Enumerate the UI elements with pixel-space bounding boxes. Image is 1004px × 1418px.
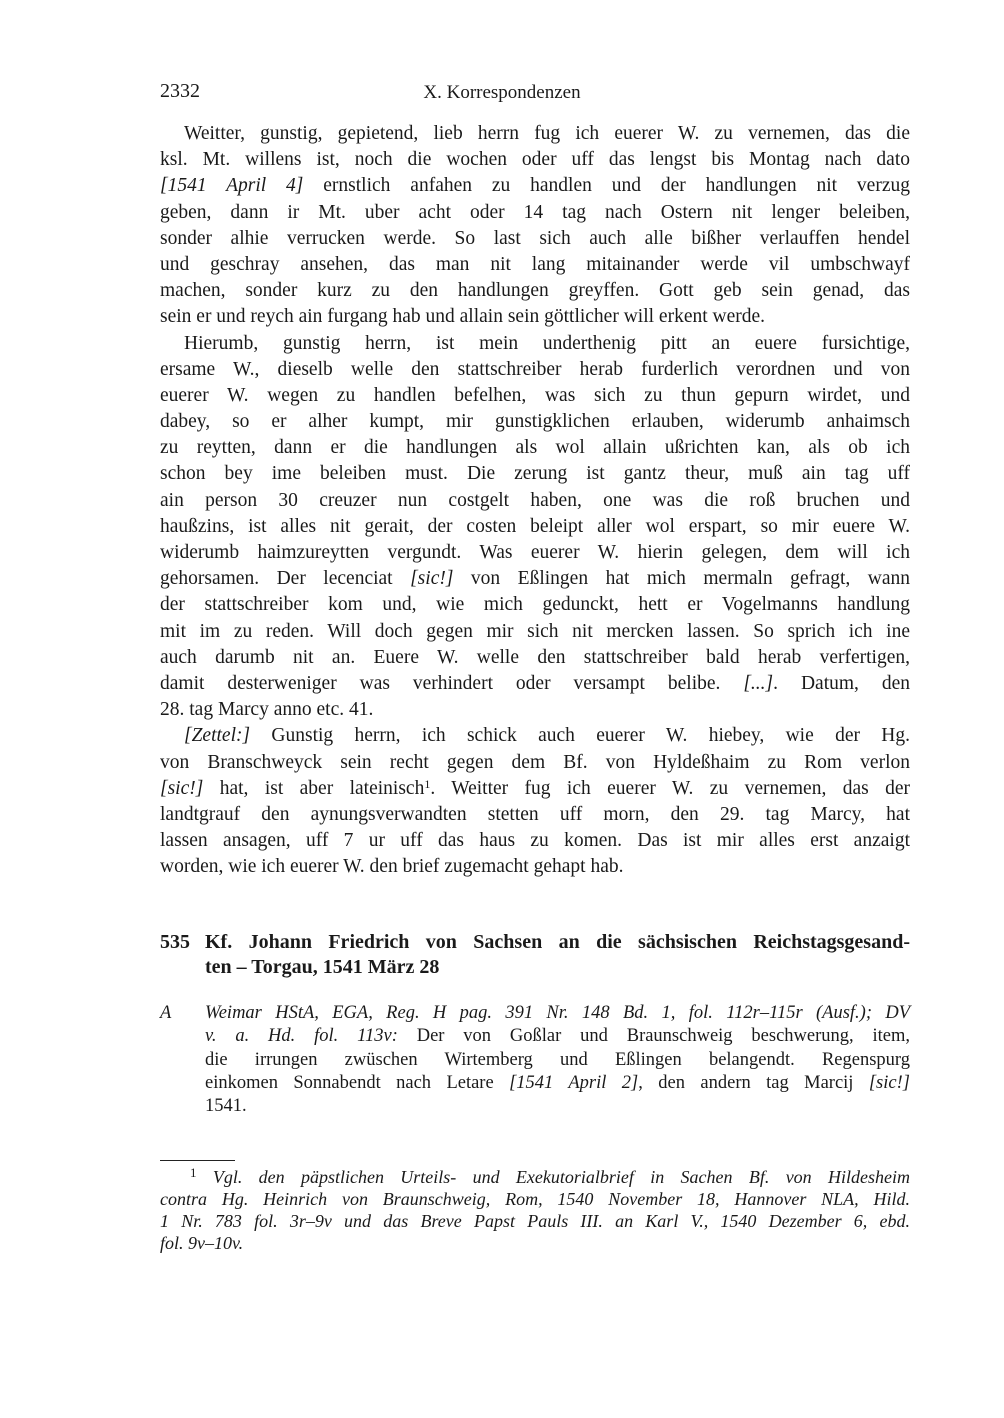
text-segment: haußzins, ist alles nit gerait, der costen beleipt aller wol erspart, so mir euere W. xyxy=(160,515,910,537)
page-number: 2332 xyxy=(160,80,200,102)
source-line xyxy=(205,1049,910,1072)
text-line xyxy=(160,802,910,828)
text-line xyxy=(160,671,910,697)
footnote xyxy=(160,1166,910,1254)
editorial-note: [sic!] xyxy=(868,1072,910,1093)
text-segment: lassen ansagen, uff 7 ur uff das haus zu komen. Das ist mir alles erst anzaigt xyxy=(160,830,910,852)
source-line xyxy=(205,1002,910,1025)
text-segment: contra Hg. Heinrich von Braunschweig, Rom, 1540 November 18, Hannover NLA, Hild. xyxy=(160,1189,910,1209)
source-label: A xyxy=(160,1003,172,1023)
footnote-rule xyxy=(160,1160,235,1161)
text-segment: worden, wie ich euerer W. den brief zugemacht gehapt hab. xyxy=(160,856,624,878)
text-line xyxy=(160,331,910,357)
text-line xyxy=(160,304,910,330)
text-segment: ksl. Mt. willens ist, noch die wochen oder uff das lengst bis Montag nach dato xyxy=(160,149,910,171)
text-segment: fol. 9v–10v. xyxy=(160,1233,244,1253)
text-line xyxy=(160,723,910,749)
text-segment: einkomen Sonnabendt nach Letare xyxy=(205,1072,510,1093)
text-segment: der stattschreiber kom und, wie mich gedunckt, hett er Vogelmanns handlung xyxy=(160,594,910,616)
footnote-marker[interactable]: 1 xyxy=(190,1165,197,1180)
text-segment: Gunstig herrn, ich schick auch euerer W. hiebey, wie der Hg. xyxy=(250,725,910,747)
source-line xyxy=(205,1095,910,1118)
text-segment: Weitter, gunstig, gepietend, lieb herrn fug ich euerer W. zu vernemen, das die xyxy=(184,123,910,144)
text-segment: . Datum, den xyxy=(773,672,910,694)
text-line xyxy=(160,750,910,776)
footnote-marker[interactable]: 1 xyxy=(424,776,431,791)
text-segment: auch darumb nit an. Euere W. welle den stattschreiber bald herab verfertigen, xyxy=(160,646,910,668)
text-line xyxy=(160,173,910,199)
text-line xyxy=(160,278,910,304)
letter-body xyxy=(160,121,910,880)
text-line xyxy=(160,540,910,566)
text-segment: schon bey ime beleiben must. Die zerung ist gantz theur, muß ain tag uff xyxy=(160,463,910,485)
text-segment: ernstlich anfahen zu handlen und der handlungen nit verzug xyxy=(303,175,910,197)
text-line xyxy=(160,200,910,226)
text-segment: ain person 30 creuzer nun costgelt haben, one was die roß bruchen und xyxy=(160,489,910,511)
footnote-line xyxy=(160,1210,910,1232)
text-segment: widerumb haimzureytten vergundt. Was euerer W. hierin gelegen, dem will ich xyxy=(160,542,910,563)
text-line xyxy=(160,409,910,435)
editorial-note: [sic!] xyxy=(160,777,204,799)
text-line xyxy=(160,226,910,252)
text-segment: die irrungen zwüschen Wirtemberg und Eßlingen belangendt. Regenspurg xyxy=(205,1049,910,1070)
editorial-note: Weimar HStA, EGA, Reg. H pag. 391 Nr. 148 Bd. 1, fol. 112r–115r (Ausf.); DV xyxy=(205,1003,910,1023)
text-line xyxy=(160,776,910,802)
text-segment: von Eßlingen hat mich mermaln gefragt, wann xyxy=(453,568,910,590)
text-segment: , den andern tag Marcij xyxy=(638,1072,869,1093)
document-number: 535 xyxy=(160,931,190,953)
text-line xyxy=(160,435,910,461)
text-segment: mit im zu reden. Will doch gegen mir sich nit mercken lassen. So sprich ich ine xyxy=(160,620,910,642)
source-line xyxy=(205,1072,910,1095)
text-line xyxy=(160,514,910,540)
source-line xyxy=(205,1025,910,1048)
text-line xyxy=(160,461,910,487)
text-segment: 1541. xyxy=(205,1096,247,1117)
text-segment: landtgrauf den aynungsverwandten stetten uff morn, den 29. tag Marcy, hat xyxy=(160,803,910,825)
text-line xyxy=(160,252,910,278)
text-segment: Vgl. den päpstlichen Urteils- und Exekutorialbrief in Sachen Bf. von Hildesheim xyxy=(196,1167,910,1187)
text-segment: Der von Goßlar und Braunschweig beschwerung, item, xyxy=(397,1026,910,1047)
footnote-line xyxy=(160,1232,910,1254)
text-line xyxy=(160,383,910,409)
text-segment: . Weitter fug ich euerer W. zu vernemen, das der xyxy=(430,777,910,799)
running-title: X. Korrespondenzen xyxy=(423,82,581,103)
text-segment: damit desterweniger was verhindert oder versampt belibe. xyxy=(160,672,744,694)
editorial-note: [1541 April 2] xyxy=(509,1072,639,1093)
editorial-note: [Zettel:] xyxy=(184,725,251,747)
editorial-note: [sic!] xyxy=(410,568,454,590)
text-line xyxy=(160,488,910,514)
text-line xyxy=(160,147,910,173)
text-segment: und geschray ansehen, das man nit lang mitainander werde vil umbschwayf xyxy=(160,253,910,275)
document-title-line: ten – Torgau, 1541 März 28 xyxy=(205,956,440,978)
editorial-note: v. a. Hd. fol. 113v: xyxy=(205,1026,398,1047)
text-line xyxy=(160,828,910,854)
footnote-line xyxy=(160,1188,910,1210)
text-segment: hat, ist aber lateinisch xyxy=(203,777,425,799)
text-segment: gehorsamen. Der lecenciat xyxy=(160,568,411,590)
text-line xyxy=(160,357,910,383)
text-line xyxy=(160,121,910,147)
text-line xyxy=(160,592,910,618)
text-line xyxy=(160,645,910,671)
source-entry xyxy=(160,1002,910,1118)
text-segment: euerer W. wegen zu handlen befelhen, was sich zu thun gepurn wirdet, und xyxy=(160,384,910,406)
text-line xyxy=(160,619,910,645)
editorial-note: [1541 April 4] xyxy=(160,175,304,197)
text-segment: geben, dann ir Mt. uber acht oder 14 tag nach Ostern nit lenger beleiben, xyxy=(160,201,910,223)
text-segment: von Branschweyck sein recht gegen dem Bf. von Hyldeßhaim zu Rom verlon xyxy=(160,751,910,773)
text-segment: dabey, so er alher kumpt, mir gunstigklichen erlauben, widerumb anhaimsch xyxy=(160,411,910,433)
text-segment: zu reytten, dann er die handlungen als wol allain ußrichten kan, als ob ich xyxy=(160,437,910,459)
text-segment: Hierumb, gunstig herrn, ist mein underthenig pitt an euere fursichtige, xyxy=(184,332,910,354)
text-segment: 1 Nr. 783 fol. 3r–9v und das Breve Papst Pauls III. an Karl V., 1540 Dezember 6, ebd. xyxy=(160,1211,910,1231)
text-segment: sonder alhie verrucken werde. So last sich auch alle bißher verlauffen hendel xyxy=(160,227,910,249)
footnote-line xyxy=(160,1166,910,1188)
text-line xyxy=(160,697,910,723)
text-segment: 28. tag Marcy anno etc. 41. xyxy=(160,699,374,721)
document-heading xyxy=(160,930,910,980)
text-line xyxy=(160,566,910,592)
editorial-note: [...] xyxy=(743,672,774,694)
text-segment: machen, sonder kurz zu den handlungen greyffen. Gott geb sein genad, das xyxy=(160,280,910,302)
text-segment: sein er und reych ain furgang hab und allain sein göttlicher will erkent werde. xyxy=(160,306,766,328)
text-line xyxy=(160,854,910,880)
document-title-line: Kf. Johann Friedrich von Sachsen an die sächsischen Reichstagsgesand- xyxy=(205,931,910,953)
text-segment: ersame W., dieselb welle den stattschreiber herab furderlich verordnen und von xyxy=(160,358,910,380)
